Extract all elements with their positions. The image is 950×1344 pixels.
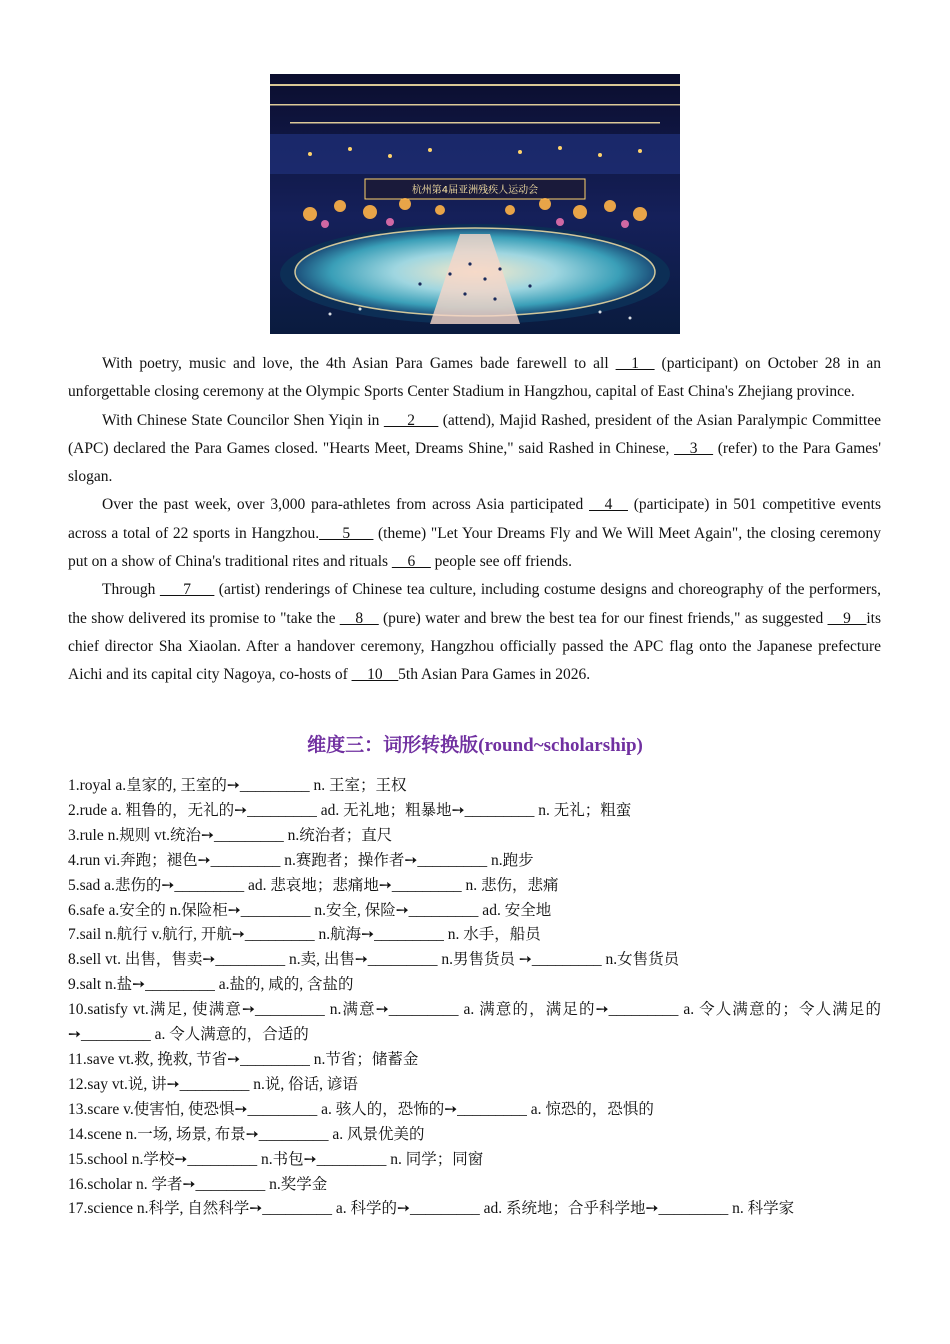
passage-text: people see off friends. [430,553,573,571]
answer-blank: __3__ [674,439,713,457]
vocab-item: 1.royal a.皇家的, 王室的➙_________ n. 王室；王权 [68,777,407,794]
vocab-item: 14.scene n.一场, 场景, 布景➙_________ a. 风景优美的 [68,1125,425,1143]
vocab-item: 3.rule n.规则 vt.统治➙_________ n.统治者；直尺 [68,826,393,844]
passage-text: With poetry, music and love, the 4th Asian Para Games bade farewell to all [102,355,616,372]
answer-blank: __6__ [391,553,431,571]
passage-text: (attend), Majid Rashed, president of the Asian Paralympic Committee (APC) declared the Para Games closed. "Hearts Meet, Dreams Shine," said Rashed in Chinese, [68,411,881,457]
passage-paragraph [68,576,881,689]
reading-passage [68,350,881,690]
vocab-item: 17.science n.科学, 自然科学➙_________ a. 科学的➙_________ ad. 系统地；合乎科学地➙_________ n. 科学家 [68,1200,795,1218]
answer-blank: __10__ [351,666,399,684]
vocabulary-list [68,774,881,1222]
answer-blank: ___5___ [319,524,374,542]
answer-blank: __8__ [339,609,379,627]
vocab-item: 10.satisfy vt.满足, 使满意➙_________ n.满意➙_________ a. 满意的，满足的➙_________ a. 令人满意的；令人满足的➙_________ a. 令人满意的，合适的 [68,1001,881,1044]
passage-text: With Chinese State Councilor Shen Yiqin in [102,411,384,429]
passage-text: (participate) in 501 competitive events across a total of 22 sports in Hangzhou. [68,496,881,542]
passage-text: (theme) "Let Your Dreams Fly and We Will Meet Again", the closing ceremony put on a show of China's traditional rites and rituals [68,524,881,571]
passage-text: 5th Asian Para Games in 2026. [398,666,591,684]
answer-blank: __9__ [827,609,867,627]
vocab-item: 16.scholar n. 学者➙_________ n.奖学金 [68,1175,328,1193]
answer-blank: ___2___ [383,411,439,429]
vocab-item: 6.safe a.安全的 n.保险柜➙_________ n.安全, 保险➙_________ ad. 安全地 [68,901,552,919]
vocab-item: 9.salt n.盐➙_________ a.盐的, 咸的, 含盐的 [68,976,354,994]
photo-banner-text: 杭州第4届亚洲残疾人运动会 [411,185,539,196]
stadium-ceremony-photo-icon [270,74,680,334]
passage-text: Through [102,581,160,599]
vocab-item: 11.save vt.救, 挽救, 节省➙_________ n.节省；储蓄金 [68,1050,419,1068]
passage-text: Over the past week, over 3,000 para-athletes from across Asia participated [102,496,590,514]
vocab-item: 2.rude a. 粗鲁的，无礼的➙_________ ad. 无礼地；粗暴地➙_________ n. 无礼；粗蛮 [68,801,632,819]
vocab-item: 4.run vi.奔跑；褪色➙_________ n.赛跑者；操作者➙_________ n.跑步 [68,851,534,869]
passage-paragraph [68,407,881,492]
answer-blank: __4__ [589,496,628,514]
section-title: 维度三：词形转换版(round~scholarship) [307,735,643,756]
passage-text: its chief director Sha Xiaolan. After a handover ceremony, Hangzhou officially passed the APC flag onto the Japanese prefecture Aichi and its capital city Nagoya, co-hosts of [68,609,882,684]
passage-paragraph [68,491,881,576]
ceremony-photo [270,74,680,334]
passage-text: (participant) on October 28 in an unforgettable closing ceremony at the Olympic Sports Center Stadium in Hangzhou, capital of East China's Zhejiang province. [68,355,881,401]
vocab-item: 7.sail n.航行 v.航行, 开航➙_________ n.航海➙_________ n. 水手，船员 [68,926,541,944]
vocab-item: 12.say vt.说, 讲➙_________ n.说, 俗话, 谚语 [68,1075,358,1093]
vocab-item: 15.school n.学校➙_________ n.书包➙_________ n. 同学；同窗 [68,1150,484,1168]
passage-text: (pure) water and brew the best tea for our finest friends," as suggested [378,609,828,627]
passage-paragraph [68,350,881,407]
passage-text: (refer) to the Para Games' slogan. [68,439,881,486]
answer-blank: ___7___ [159,581,215,599]
answer-blank: __1__ [615,355,655,372]
vocab-item: 5.sad a.悲伤的➙_________ ad. 悲哀地；悲痛地➙_________ n. 悲伤，悲痛 [68,876,559,894]
vocab-item: 8.sell vt. 出售，售卖➙_________ n.卖, 出售➙_________ n.男售货员 ➙_________ n.女售货员 [68,951,680,969]
passage-text: (artist) renderings of Chinese tea culture, including costume designs and choreography of the performers, the show delivered its promise to "take the [68,581,881,627]
vocab-item: 13.scare v.使害怕, 使恐惧➙_________ a. 骇人的，恐怖的➙_________ a. 惊恐的，恐惧的 [68,1100,654,1118]
